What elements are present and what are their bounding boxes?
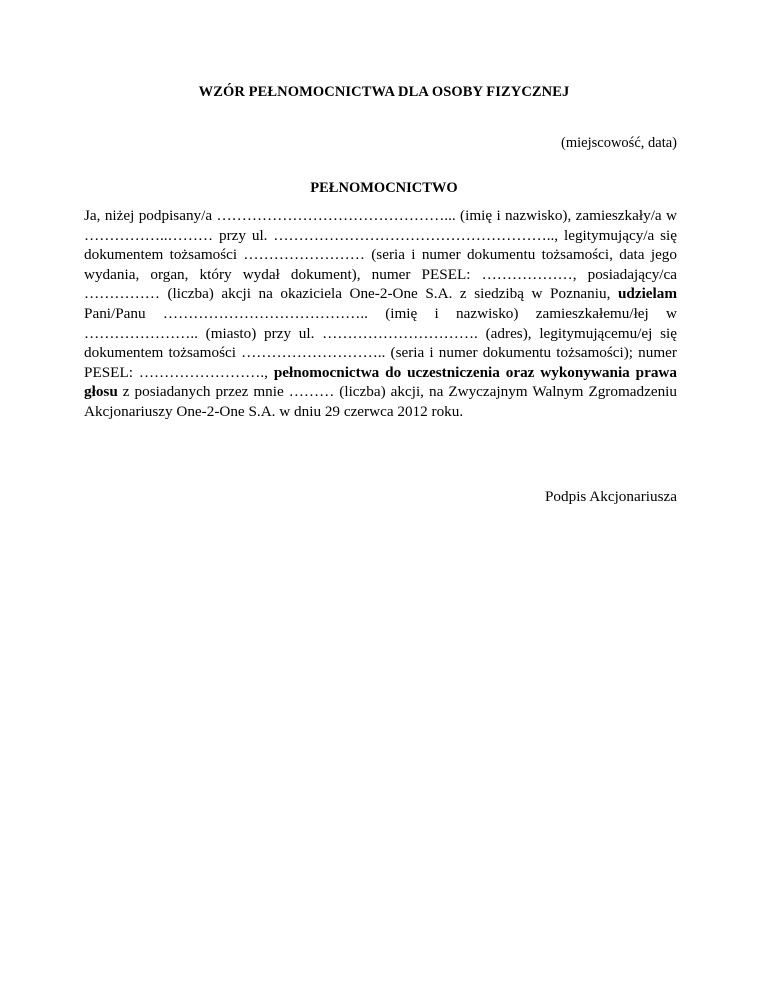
paragraph-text-part-2: Pani/Panu ………………………………….. (imię i nazwisko) zamieszkałemu/łej w ………………….. (miasto) przy ul. …………………………. (adres), legitymującemu/ej się dokumentem tożsamości ……………………….. (seria i numer dokumentu tożsamości); numer PESEL: …………………….,	[84, 304, 677, 381]
authorization-paragraph	[84, 206, 677, 422]
power-of-attorney-heading: PEŁNOMOCNICTWO	[310, 180, 458, 196]
paragraph-text-part-1: Ja, niżej podpisany/a ………………………………………... (imię i nazwisko), zamieszkały/a w ……………..……… przy ul. ……………………………………………….., legitymujący/a się dokumentem tożsamości …………………… (seria i numer dokumentu tożsamości, data jego wydania, organ, który wydał dokument), numer PESEL: ………………, posiadający/ca …………… (liczba) akcji na okaziciela One-2-One S.A. z siedzibą w Poznaniu,	[84, 207, 677, 303]
paragraph-bold-grant: udzielam	[617, 285, 677, 303]
paragraph-text-part-3: z posiadanych przez mnie ……… (liczba) akcji, na Zwyczajnym Walnym Zgromadzeniu Akcjonariuszy One-2-One S.A. w dniu 29 czerwca 2012 roku.	[84, 383, 677, 420]
place-date-label: (miejscowość, data)	[561, 135, 677, 151]
shareholder-signature-label: Podpis Akcjonariusza	[544, 488, 677, 505]
paragraph-bold-scope: pełnomocnictwa do uczestniczenia oraz wykonywania prawa głosu	[84, 363, 677, 401]
document-title: WZÓR PEŁNOMOCNICTWA DLA OSOBY FIZYCZNEJ	[198, 84, 570, 100]
